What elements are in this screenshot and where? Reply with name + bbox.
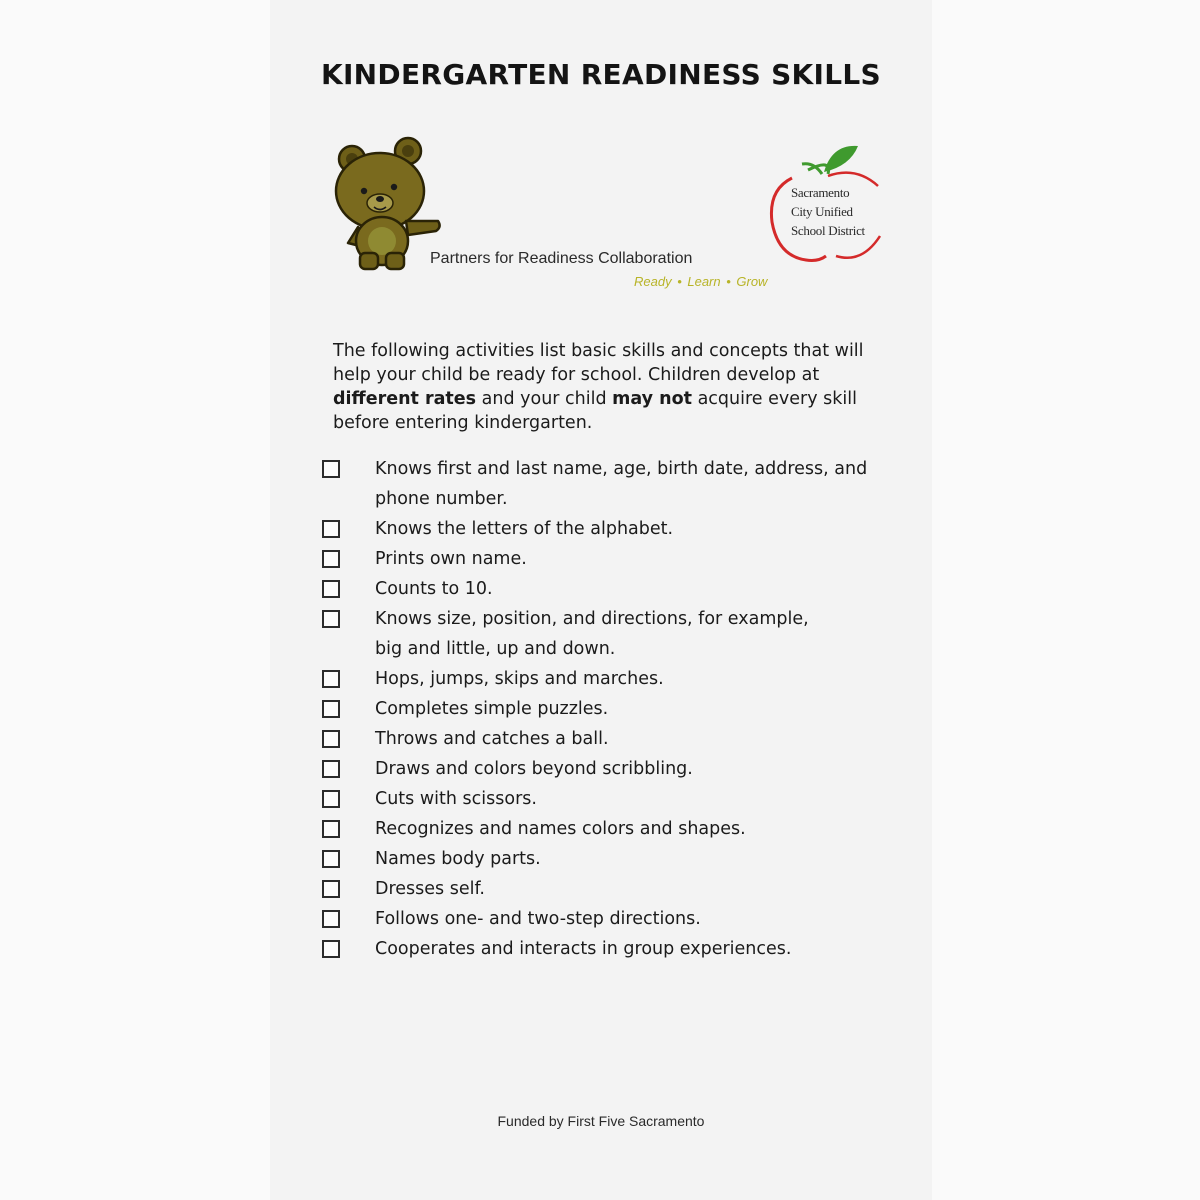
checklist-item <box>322 454 922 514</box>
district-line-3: School District <box>791 223 865 238</box>
skill-label: Prints own name. <box>375 549 527 569</box>
checklist-item <box>322 664 922 694</box>
district-line-2: City Unified <box>791 204 853 219</box>
skill-label: Recognizes and names colors and shapes. <box>375 819 746 839</box>
skill-label: Cooperates and interacts in group experiences. <box>375 939 792 959</box>
page-title: KINDERGARTEN READINESS SKILLS <box>320 58 882 91</box>
skill-checkbox[interactable] <box>322 580 340 598</box>
skill-label: Counts to 10. <box>375 579 493 599</box>
skills-checklist <box>322 454 922 964</box>
skill-label: Dresses self. <box>375 879 485 899</box>
partners-tagline: Ready • Learn • Grow <box>634 274 768 289</box>
intro-text: and your child <box>476 389 613 409</box>
district-logo-text <box>791 183 891 240</box>
skill-label: Cuts with scissors. <box>375 789 537 809</box>
intro-emphasis-may-not: may not <box>612 389 693 409</box>
skill-label: Completes simple puzzles. <box>375 699 609 719</box>
skill-checkbox[interactable] <box>322 700 340 718</box>
funding-credit: Funded by First Five Sacramento <box>497 1113 705 1129</box>
skill-checkbox[interactable] <box>322 550 340 568</box>
skill-checkbox[interactable] <box>322 910 340 928</box>
skill-label: Knows the letters of the alphabet. <box>375 519 674 539</box>
checklist-item <box>322 904 922 934</box>
checklist-item <box>322 604 922 664</box>
partners-logo-text: Partners for Readiness Collaboration <box>430 250 693 267</box>
skill-checkbox[interactable] <box>322 850 340 868</box>
intro-emphasis-rates: different rates <box>333 389 477 409</box>
page-margin-right <box>932 0 1200 1200</box>
skill-checkbox[interactable] <box>322 880 340 898</box>
skill-label: Draws and colors beyond scribbling. <box>375 759 693 779</box>
checklist-item <box>322 784 922 814</box>
checklist-item <box>322 874 922 904</box>
readiness-checklist-card <box>270 0 932 1200</box>
skill-checkbox[interactable] <box>322 670 340 688</box>
skill-label: Hops, jumps, skips and marches. <box>375 669 664 689</box>
skill-label: Throws and catches a ball. <box>375 729 609 749</box>
intro-text: acquire every skill before entering kindergarten. <box>333 389 857 433</box>
checklist-item <box>322 844 922 874</box>
checklist-item <box>322 934 922 964</box>
skill-checkbox[interactable] <box>322 730 340 748</box>
skill-checkbox[interactable] <box>322 760 340 778</box>
skill-checkbox[interactable] <box>322 940 340 958</box>
page-margin-left <box>0 0 270 1200</box>
skill-label: Names body parts. <box>375 849 541 869</box>
skill-label: Knows size, position, and directions, for example, big and little, up and down. <box>375 609 809 659</box>
skill-checkbox[interactable] <box>322 460 340 478</box>
district-line-1: Sacramento <box>791 185 850 200</box>
skill-checkbox[interactable] <box>322 520 340 538</box>
skill-label: Knows first and last name, age, birth date, address, and phone number. <box>375 459 868 509</box>
checklist-item <box>322 694 922 724</box>
skill-checkbox[interactable] <box>322 820 340 838</box>
skill-label: Follows one- and two-step directions. <box>375 909 701 929</box>
checklist-item <box>322 814 922 844</box>
intro-paragraph <box>333 339 903 435</box>
skill-checkbox[interactable] <box>322 790 340 808</box>
checklist-item <box>322 724 922 754</box>
checklist-item <box>322 544 922 574</box>
checklist-item <box>322 514 922 544</box>
intro-text: The following activities list basic skills and concepts that will help your child be ready for school. Children develop at <box>333 341 864 385</box>
checklist-item <box>322 754 922 784</box>
checklist-item <box>322 574 922 604</box>
bear-mascot-icon <box>330 135 445 275</box>
skill-checkbox[interactable] <box>322 610 340 628</box>
